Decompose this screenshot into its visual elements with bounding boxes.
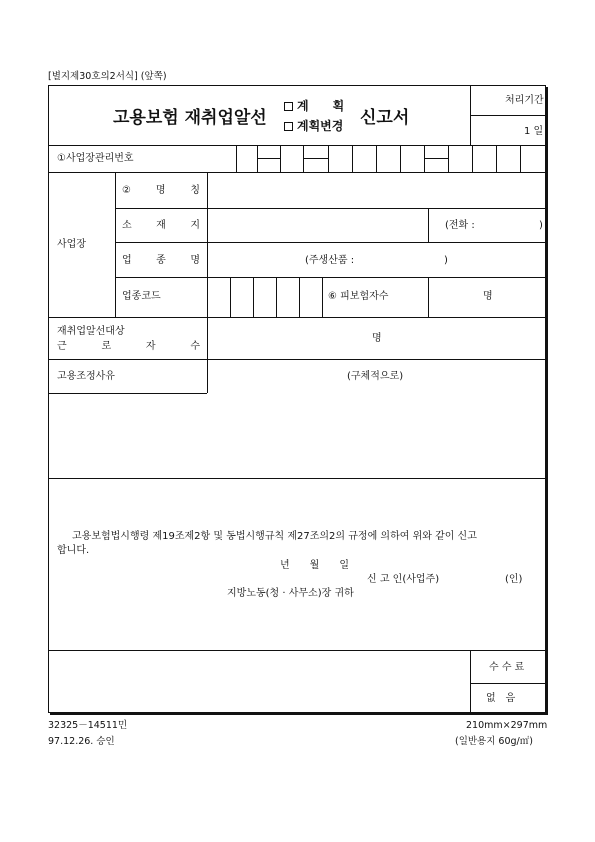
option-plan-change[interactable]: 계획변경 [284,120,343,132]
report-form [48,85,546,713]
column-divider [428,208,429,242]
paper-type: (일반용지 60g/㎡) [455,736,533,747]
row-divider [49,172,546,173]
reason-label: 고용조정사유 [57,371,115,382]
seal-mark: (인) [505,574,523,585]
declaration-text-2: 합니다. [57,545,90,556]
row-divider [115,208,546,209]
name-label: ② 명 칭 [122,185,200,196]
row-divider [49,359,546,360]
mgmt-number-label: ①사업장관리번호 [57,153,134,164]
declaration-date: 년 월 일 [280,560,349,571]
industry-label: 업 종 명 [122,255,200,266]
declaration-text: 고용보험법시행령 제19조제2항 및 동법시행규칙 제27조의2의 규정에 의하여 위와 같이 신고 [72,531,477,542]
workplace-label: 사업장 [57,239,86,250]
column-divider [470,650,471,712]
row-divider [49,650,546,651]
row-divider [115,242,546,243]
paper-size: 210mm×297mm [466,720,548,731]
processing-period-label: 처리기간 [505,95,544,106]
processing-period-value: 1 일 [524,126,544,137]
approval-date: 97.12.26. 승인 [48,736,115,747]
option-plan[interactable]: 계 획 [284,100,344,112]
form-title: 고용보험 재취업알선 [113,108,267,128]
form-reference: [별지제30호의2서식] (앞쪽) [48,71,167,82]
recipient: 지방노동(청 · 사무소)장 귀하 [227,588,354,599]
checkbox-plan-change[interactable] [284,122,293,131]
column-divider [207,172,208,393]
row-divider [470,683,546,684]
column-divider [428,277,429,317]
target-workers-label-2: 근 로 자 수 [57,341,200,352]
industry-code-label: 업종코드 [122,291,161,302]
reporter-label: 신 고 인(사업주) [367,574,440,585]
product-label: (주생산품 : [305,255,355,266]
column-divider [322,277,323,317]
fee-value: 없 음 [486,693,516,704]
column-divider [115,172,116,317]
target-workers-unit: 명 [372,333,382,344]
row-divider [49,478,546,479]
form-title-suffix: 신고서 [360,108,410,128]
form-code: 32325－14511민 [48,720,128,731]
phone-label: (전화 : [445,220,475,231]
phone-close: ) [539,220,543,231]
row-divider [49,317,546,318]
product-close: ) [444,255,448,266]
insured-count-label: ⑥ 피보험자수 [328,291,389,302]
insured-count-unit: 명 [483,291,493,302]
divider [470,115,546,116]
checkbox-plan[interactable] [284,102,293,111]
target-workers-label: 재취업알선대상 [57,326,125,337]
reason-hint: (구체적으로) [347,371,404,382]
row-divider [49,393,207,394]
address-label: 소 재 지 [122,220,200,231]
fee-label: 수 수 료 [489,662,525,673]
row-divider [115,277,546,278]
